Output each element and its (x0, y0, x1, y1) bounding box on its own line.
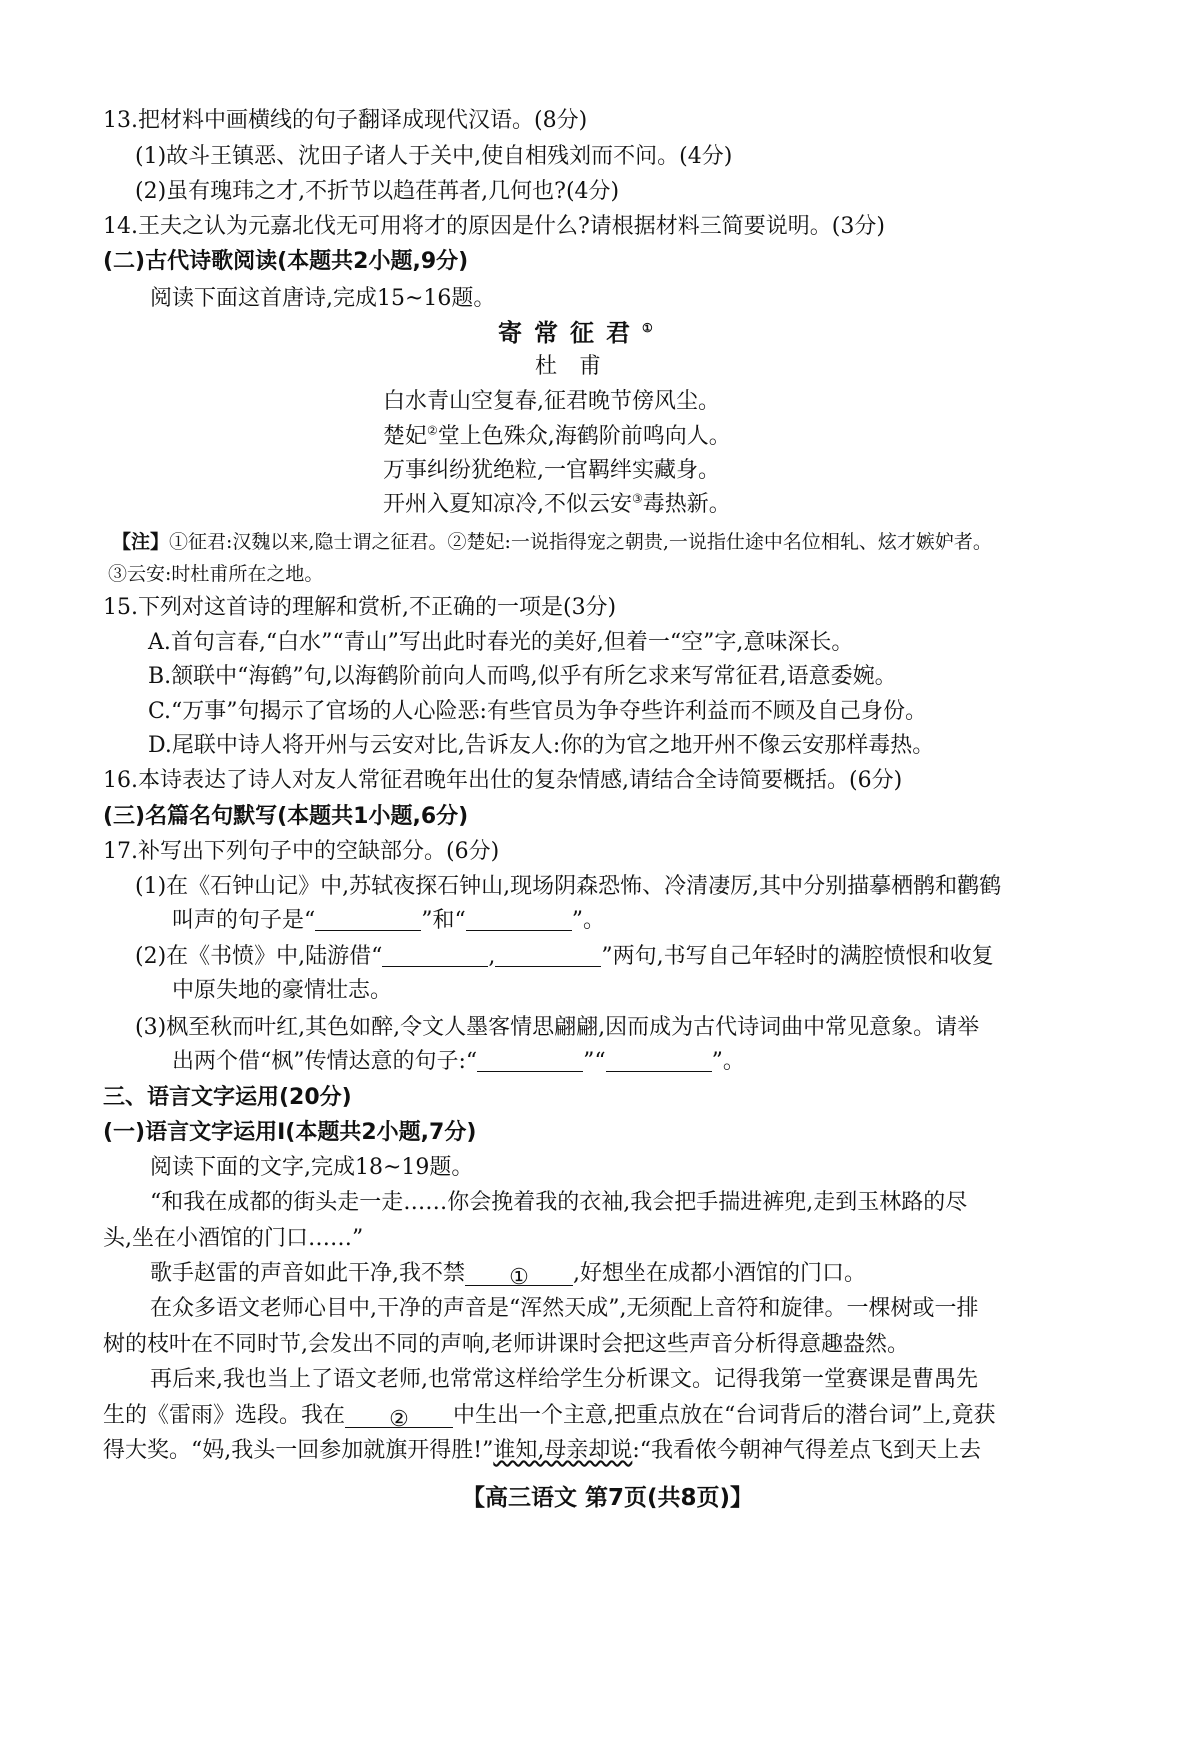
q17-sub1-line1: (1)在《石钟山记》中,苏轼夜探石钟山,现场阴森恐怖、冷清凄厉,其中分别描摹栖鹘和鹳鹤 (135, 874, 1002, 899)
note-label: 【注】 (112, 531, 170, 553)
section-recite-heading: (三)名篇名句默写(本题共1小题,6分) (103, 804, 469, 829)
q17-sub1-text-a: 叫声的句子是“ (172, 908, 316, 933)
q17-sub2-text-b: , (488, 944, 496, 969)
poem-note-line-2: ③云安:时杜甫所在之地。 (108, 563, 324, 585)
passage-p2-text-b: ,好想坐在成都小酒馆的门口。 (573, 1261, 866, 1286)
q17-sub2-line1 (135, 942, 994, 972)
poem-line-3: 万事纠纷犹绝粒,一官羁绊实藏身。 (383, 458, 720, 483)
q17-sub1-text-b: ”和“ (421, 908, 466, 933)
q13-stem: 13.把材料中画横线的句子翻译成现代汉语。(8分) (103, 108, 588, 133)
q16-stem: 16.本诗表达了诗人对友人常征君晚年出仕的复杂情感,请结合全诗简要概括。(6分) (103, 768, 903, 793)
section3-1-heading: (一)语言文字运用Ⅰ(本题共2小题,7分) (103, 1120, 477, 1145)
passage-p2-text-a: 歌手赵雷的声音如此干净,我不禁 (150, 1261, 465, 1286)
blank-number-1: ① (509, 1265, 529, 1290)
passage-p3-line2: 树的枝叶在不同时节,会发出不同的声响,老师讲课时会把这些声音分析得意趣盎然。 (103, 1332, 909, 1357)
q15-option-b: B.颔联中“海鹤”句,以海鹤阶前向人而鸣,似乎有所乞求来写常征君,语意委婉。 (148, 664, 897, 689)
passage-p4-line1: 再后来,我也当上了语文老师,也常常这样给学生分析课文。记得我第一堂赛课是曹禺先 (150, 1367, 978, 1392)
poem-line-4-a: 开州入夏知凉冷,不似云安 (383, 492, 632, 517)
wavy-underlined-phrase: 谁知,母亲却说 (493, 1438, 633, 1463)
passage-p4-text-a: 生的《雷雨》选段。我在 (103, 1403, 346, 1428)
section-poetry-heading: (二)古代诗歌阅读(本题共2小题,9分) (103, 249, 469, 274)
answer-blank[interactable] (315, 908, 421, 931)
q17-sub1-text-c: ”。 (571, 908, 605, 933)
poem-note-line-1 (112, 527, 992, 557)
answer-blank-1[interactable] (465, 1263, 573, 1290)
passage-p1-line1: “和我在成都的街头走一走……你会挽着我的衣袖,我会把手揣进裤兜,走到玉林路的尽 (150, 1190, 968, 1215)
section3-1-intro: 阅读下面的文字,完成18~19题。 (150, 1155, 474, 1180)
q15-option-c: C.“万事”句揭示了官场的人心险恶:有些官员为争夺些许利益而不顾及自己身份。 (148, 699, 927, 724)
poetry-intro: 阅读下面这首唐诗,完成15~16题。 (150, 286, 496, 311)
page-footer: 【高三语文 第7页(共8页)】 (462, 1485, 754, 1511)
passage-p2 (150, 1259, 866, 1289)
q17-stem: 17.补写出下列句子中的空缺部分。(6分) (103, 839, 500, 864)
q15-option-a: A.首句言春,“白水”“青山”写出此时春光的美好,但着一“空”字,意味深长。 (148, 630, 854, 655)
q17-sub3-text-a: 出两个借“枫”传情达意的句子:“ (172, 1049, 478, 1074)
answer-blank[interactable] (477, 1049, 583, 1072)
blank-number-2: ② (389, 1407, 409, 1432)
passage-p4-text-b: 中生出一个主意,把重点放在“台词背后的潜台词”上,竟获 (453, 1403, 996, 1428)
answer-blank-2[interactable] (345, 1405, 453, 1432)
poem-line-4-b: 毒热新。 (642, 492, 731, 517)
poem-line-4-footnote-mark: ③ (632, 491, 643, 506)
section3-heading: 三、语言文字运用(20分) (103, 1085, 352, 1110)
passage-p3-line1: 在众多语文老师心目中,干净的声音是“浑然天成”,无须配上音符和旋律。一棵树或一排 (150, 1296, 979, 1321)
q13-sub1: (1)故斗王镇恶、沈田子诸人于关中,使自相残刘而不问。(4分) (135, 144, 733, 169)
poem-line-2-a: 楚妃 (383, 424, 428, 449)
passage-p4-text-c: 得大奖。“妈,我头一回参加就旗开得胜!” (103, 1438, 494, 1463)
poem-line-1: 白水青山空复春,征君晚节傍风尘。 (383, 389, 720, 414)
poem-line-2-footnote-mark: ② (427, 423, 438, 438)
q17-sub2-text-c: ”两句,书写自己年轻时的满腔愤恨和收复 (601, 944, 994, 969)
passage-p4-line2 (103, 1401, 996, 1431)
note-text-1: ①征君:汉魏以来,隐士谓之征君。②楚妃:一说指得宠之朝贵,一说指仕途中名位相轧、炫才嫉妒者。 (169, 531, 992, 553)
poem-title-text: 寄常征君 (498, 318, 642, 347)
q17-sub1-line2 (172, 906, 605, 936)
passage-p1-line2: 头,坐在小酒馆的门口……” (103, 1226, 364, 1251)
answer-blank[interactable] (382, 944, 488, 967)
q17-sub2-line2: 中原失地的豪情壮志。 (172, 978, 393, 1003)
q13-sub2: (2)虽有瑰玮之才,不折节以趋荏苒者,几何也?(4分) (135, 179, 620, 204)
q17-sub3-text-b: ”“ (583, 1049, 606, 1074)
passage-p4-line3 (103, 1436, 981, 1466)
q15-option-d: D.尾联中诗人将开州与云安对比,告诉友人:你的为官之地开州不像云安那样毒热。 (148, 733, 935, 758)
poem-line-4 (383, 490, 731, 520)
q14-stem: 14.王夫之认为元嘉北伐无可用将才的原因是什么?请根据材料三简要说明。(3分) (103, 214, 885, 239)
q17-sub3-line1: (3)枫至秋而叶红,其色如醉,令文人墨客情思翩翩,因而成为古代诗词曲中常见意象。请举 (135, 1015, 980, 1040)
poem-line-2 (383, 422, 731, 452)
q15-stem: 15.下列对这首诗的理解和赏析,不正确的一项是(3分) (103, 595, 617, 620)
q17-sub3-line2 (172, 1047, 745, 1077)
poem-author: 杜甫 (535, 354, 624, 379)
answer-blank[interactable] (495, 944, 601, 967)
poem-title (498, 318, 665, 348)
passage-p4-text-d: :“我看侬今朝神气得差点飞到天上去 (632, 1438, 982, 1463)
poem-line-2-b: 堂上色殊众,海鹤阶前鸣向人。 (437, 424, 731, 449)
q17-sub2-text-a: (2)在《书愤》中,陆游借“ (135, 944, 383, 969)
q17-sub3-text-c: ”。 (711, 1049, 745, 1074)
answer-blank[interactable] (466, 908, 572, 931)
answer-blank[interactable] (606, 1049, 712, 1072)
poem-title-footnote-mark: ① (642, 321, 665, 335)
